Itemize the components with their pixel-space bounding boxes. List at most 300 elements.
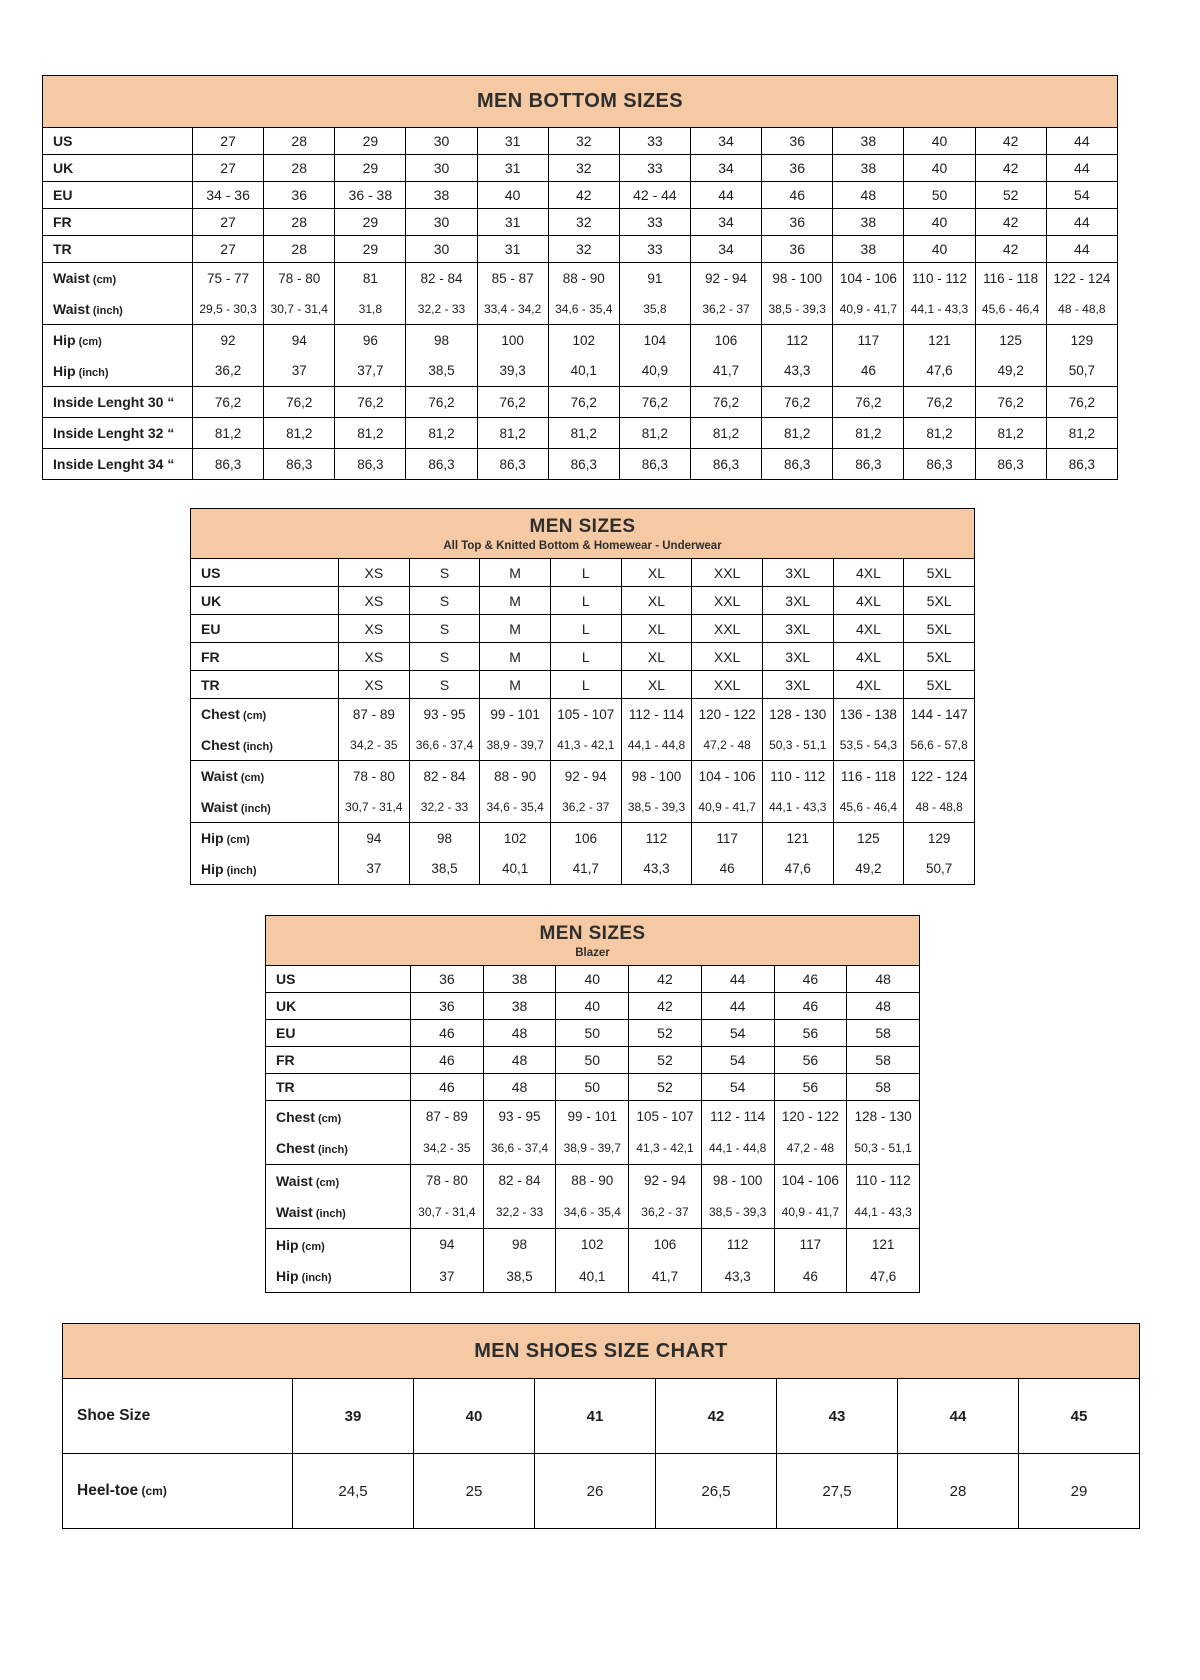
table-cell: 48 [483, 1074, 556, 1101]
table-cell: 40,9 - 41,7 [774, 1197, 847, 1229]
table-cell: 38 [833, 128, 904, 155]
table-cell: 41 [535, 1379, 656, 1454]
table-cell: 110 - 112 [847, 1165, 920, 1197]
row-label-text: Waist [276, 1204, 313, 1221]
table-cell: 28 [264, 128, 335, 155]
table-cell: 40 [556, 993, 629, 1020]
table-cell: 3XL [762, 671, 833, 699]
table-cell: XS [339, 671, 410, 699]
table-row [43, 418, 1118, 449]
row-label [43, 155, 193, 182]
row-label-text: UK [53, 160, 74, 176]
row-label [266, 1020, 411, 1047]
row-label-unit: (cm) [75, 336, 102, 349]
table-cell: 99 - 101 [556, 1101, 629, 1133]
table-cell: 42 [629, 966, 702, 993]
table-cell: 29 [335, 155, 406, 182]
table-cell: 106 [690, 325, 761, 356]
row-label-unit: (inch) [75, 366, 109, 379]
table-cell: 28 [264, 236, 335, 263]
table-cell: 45,6 - 46,4 [975, 294, 1046, 325]
table-cell: 36,2 [193, 356, 264, 387]
table-row [266, 1229, 920, 1261]
table-cell: XL [621, 671, 692, 699]
row-label [266, 1229, 411, 1261]
table-cell: 44,1 - 43,3 [762, 792, 833, 823]
table-cell: L [550, 671, 621, 699]
table-cell: 4XL [833, 615, 904, 643]
table-cell: 38,5 - 39,3 [701, 1197, 774, 1229]
row-label-text: US [201, 564, 221, 581]
table-cell: 50 [904, 182, 975, 209]
table-row [266, 1047, 920, 1074]
table-cell: 40,1 [548, 356, 619, 387]
row-label-text: Hip [276, 1268, 299, 1285]
table-cell: 40,9 - 41,7 [692, 792, 763, 823]
table-cell: 38 [833, 155, 904, 182]
table-cell: 85 - 87 [477, 263, 548, 294]
table-cell: 44 [1046, 209, 1117, 236]
table-title: MEN SIZES [529, 515, 636, 537]
table-cell: 98 [409, 823, 480, 854]
table-cell: 43,3 [762, 356, 833, 387]
table-cell: 52 [629, 1074, 702, 1101]
table-row [43, 209, 1118, 236]
row-label-text: Shoe Size [77, 1407, 151, 1424]
table-cell: 48 [483, 1020, 556, 1047]
table-cell: 42 [975, 209, 1046, 236]
row-label-text: EU [53, 187, 73, 203]
row-label-text: TR [276, 1079, 295, 1095]
table-cell: 33 [619, 128, 690, 155]
table-cell: 128 - 130 [762, 699, 833, 730]
table-cell: 81,2 [193, 418, 264, 449]
row-label-text: Inside Lenght 32 “ [53, 425, 175, 441]
table-body [191, 559, 975, 885]
table-cell: 27 [193, 155, 264, 182]
men-sizes-blazer-table [265, 915, 920, 1293]
table-cell: 38,9 - 39,7 [556, 1133, 629, 1165]
table-cell: 26,5 [656, 1454, 777, 1529]
table-cell: 38,5 - 39,3 [621, 792, 692, 823]
table-cell: 52 [975, 182, 1046, 209]
table-cell: 42 [975, 155, 1046, 182]
table-cell: XS [339, 615, 410, 643]
table-cell: 87 - 89 [339, 699, 410, 730]
row-label-text: Heel-toe [77, 1482, 139, 1499]
table-row [191, 587, 975, 615]
table-cell: 44 [898, 1379, 1019, 1454]
table-cell: 28 [264, 155, 335, 182]
table-row [191, 854, 975, 885]
table-cell: 36,6 - 37,4 [409, 730, 480, 761]
table-cell: 44 [1046, 155, 1117, 182]
table-cell: 129 [1046, 325, 1117, 356]
table-row [43, 128, 1118, 155]
row-label-text: Waist [201, 768, 238, 785]
table-title-band [190, 508, 975, 558]
table-cell: 37 [339, 854, 410, 885]
table-cell: 86,3 [904, 449, 975, 480]
table-cell: 86,3 [406, 449, 477, 480]
table-cell: 34 [690, 155, 761, 182]
table-cell: 42 [548, 182, 619, 209]
table-cell: 31 [477, 209, 548, 236]
table-cell: 42 [975, 236, 1046, 263]
table-cell: 102 [480, 823, 551, 854]
table-cell: 34 [690, 128, 761, 155]
table-cell: 32,2 - 33 [409, 792, 480, 823]
row-label-text: Waist [53, 300, 90, 317]
table-cell: 81,2 [833, 418, 904, 449]
table-body [63, 1379, 1140, 1529]
row-label [43, 387, 193, 418]
table-cell: 34,6 - 35,4 [556, 1197, 629, 1229]
table-cell: 5XL [904, 587, 975, 615]
table-cell: 29 [335, 236, 406, 263]
table-cell: 82 - 84 [406, 263, 477, 294]
table-cell: 3XL [762, 615, 833, 643]
table-cell: 30 [406, 236, 477, 263]
table-cell: 27 [193, 236, 264, 263]
table-cell: 36,2 - 37 [550, 792, 621, 823]
table-cell: 30,7 - 31,4 [411, 1197, 484, 1229]
row-label [43, 236, 193, 263]
table-cell: 81,2 [975, 418, 1046, 449]
row-label-text: FR [53, 214, 72, 230]
row-label [191, 587, 339, 615]
table-cell: 38 [406, 182, 477, 209]
table-cell: 44 [1046, 128, 1117, 155]
table-row [43, 325, 1118, 356]
table-cell: 27 [193, 209, 264, 236]
table-cell: 4XL [833, 643, 904, 671]
table-cell: 36 [264, 182, 335, 209]
table-cell: 110 - 112 [904, 263, 975, 294]
row-label [43, 449, 193, 480]
table-cell: 81,2 [548, 418, 619, 449]
table-cell: XL [621, 587, 692, 615]
table-cell: 121 [847, 1229, 920, 1261]
table-cell: 121 [904, 325, 975, 356]
table-cell: 88 - 90 [548, 263, 619, 294]
table-body [266, 966, 920, 1293]
size-table [265, 965, 920, 1293]
table-cell: L [550, 587, 621, 615]
table-cell: 32 [548, 155, 619, 182]
table-cell: 86,3 [975, 449, 1046, 480]
table-cell: S [409, 559, 480, 587]
table-cell: 47,6 [904, 356, 975, 387]
table-title-band [62, 1323, 1140, 1378]
table-cell: 129 [904, 823, 975, 854]
row-label-unit: (cm) [89, 274, 117, 287]
table-cell: 82 - 84 [409, 761, 480, 792]
table-subtitle: Blazer [575, 946, 610, 959]
table-cell: 44 [701, 966, 774, 993]
table-cell: 81,2 [264, 418, 335, 449]
table-cell: 36 [762, 236, 833, 263]
row-label [63, 1454, 293, 1529]
row-label-text: UK [276, 998, 297, 1014]
table-cell: 98 - 100 [701, 1165, 774, 1197]
table-cell: M [480, 615, 551, 643]
table-cell: 86,3 [264, 449, 335, 480]
table-cell: 40 [904, 155, 975, 182]
row-label [43, 263, 193, 294]
table-cell: 100 [477, 325, 548, 356]
table-cell: 46 [692, 854, 763, 885]
table-cell: 3XL [762, 559, 833, 587]
table-cell: 31,8 [335, 294, 406, 325]
table-cell: 104 - 106 [774, 1165, 847, 1197]
row-label [191, 615, 339, 643]
table-cell: 92 - 94 [690, 263, 761, 294]
table-cell: 54 [701, 1020, 774, 1047]
table-row [266, 1133, 920, 1165]
table-cell: XXL [692, 643, 763, 671]
table-cell: 41,3 - 42,1 [550, 730, 621, 761]
table-cell: 49,2 [975, 356, 1046, 387]
table-cell: 78 - 80 [264, 263, 335, 294]
table-cell: 81 [335, 263, 406, 294]
table-row [191, 792, 975, 823]
table-cell: 56 [774, 1020, 847, 1047]
table-cell: 33 [619, 236, 690, 263]
table-cell: 116 - 118 [975, 263, 1046, 294]
table-row [266, 1101, 920, 1133]
table-cell: 117 [833, 325, 904, 356]
row-label-unit: (cm) [237, 772, 265, 785]
table-row [191, 823, 975, 854]
table-cell: 94 [264, 325, 335, 356]
table-cell: 38 [833, 236, 904, 263]
row-label [43, 294, 193, 325]
table-cell: 44,1 - 43,3 [847, 1197, 920, 1229]
row-label-text: Waist [201, 798, 238, 815]
table-cell: 36 [762, 209, 833, 236]
table-cell: 31 [477, 155, 548, 182]
row-label-text: Chest [276, 1108, 315, 1125]
table-cell: 125 [833, 823, 904, 854]
table-cell: 44,1 - 44,8 [621, 730, 692, 761]
table-cell: 46 [411, 1047, 484, 1074]
table-cell: S [409, 643, 480, 671]
table-row [63, 1379, 1140, 1454]
row-label-text: EU [276, 1025, 296, 1041]
table-cell: 46 [774, 993, 847, 1020]
table-cell: 4XL [833, 587, 904, 615]
table-cell: 48 - 48,8 [1046, 294, 1117, 325]
table-cell: 76,2 [1046, 387, 1117, 418]
table-cell: 48 - 48,8 [904, 792, 975, 823]
table-cell: S [409, 671, 480, 699]
row-label [191, 823, 339, 854]
table-cell: 102 [556, 1229, 629, 1261]
table-cell: S [409, 587, 480, 615]
row-label [43, 325, 193, 356]
row-label [266, 1133, 411, 1165]
table-row [191, 615, 975, 643]
table-cell: 76,2 [762, 387, 833, 418]
table-cell: 41,7 [550, 854, 621, 885]
size-table [62, 1378, 1140, 1529]
table-cell: 36,2 - 37 [690, 294, 761, 325]
row-label [191, 559, 339, 587]
table-row [191, 643, 975, 671]
row-label [43, 182, 193, 209]
table-cell: 38,5 [406, 356, 477, 387]
table-cell: 93 - 95 [483, 1101, 556, 1133]
table-cell: 98 - 100 [621, 761, 692, 792]
row-label-unit: (inch) [312, 1208, 346, 1221]
table-cell: 40 [904, 209, 975, 236]
table-cell: XXL [692, 615, 763, 643]
table-row [63, 1454, 1140, 1529]
table-cell: 82 - 84 [483, 1165, 556, 1197]
table-cell: 40,1 [556, 1261, 629, 1293]
table-row [43, 263, 1118, 294]
table-cell: 36,2 - 37 [629, 1197, 702, 1229]
table-cell: 93 - 95 [409, 699, 480, 730]
table-cell: 91 [619, 263, 690, 294]
table-cell: 120 - 122 [774, 1101, 847, 1133]
row-label-text: Inside Lenght 34 “ [53, 456, 175, 472]
row-label-unit: (cm) [314, 1112, 342, 1125]
size-table [42, 127, 1118, 480]
table-cell: 76,2 [406, 387, 477, 418]
table-cell: 37 [411, 1261, 484, 1293]
table-cell: 104 - 106 [833, 263, 904, 294]
table-cell: 32 [548, 236, 619, 263]
table-cell: 117 [774, 1229, 847, 1261]
table-cell: 50 [556, 1074, 629, 1101]
row-label-text: Waist [276, 1172, 313, 1189]
table-cell: 92 - 94 [550, 761, 621, 792]
table-cell: 106 [629, 1229, 702, 1261]
row-label [266, 1047, 411, 1074]
table-title-band [42, 75, 1118, 127]
table-row [191, 730, 975, 761]
table-cell: 27 [193, 128, 264, 155]
table-cell: 36,6 - 37,4 [483, 1133, 556, 1165]
table-cell: 42 [656, 1379, 777, 1454]
table-cell: 46 [762, 182, 833, 209]
table-cell: 81,2 [477, 418, 548, 449]
table-cell: 122 - 124 [1046, 263, 1117, 294]
table-cell: 112 - 114 [621, 699, 692, 730]
row-label [266, 993, 411, 1020]
table-cell: 32 [548, 128, 619, 155]
table-cell: 76,2 [975, 387, 1046, 418]
row-label [43, 418, 193, 449]
row-label [43, 356, 193, 387]
table-cell: 46 [774, 966, 847, 993]
table-cell: 28 [898, 1454, 1019, 1529]
table-cell: 48 [847, 966, 920, 993]
table-row [266, 1165, 920, 1197]
table-cell: 76,2 [477, 387, 548, 418]
table-cell: 94 [411, 1229, 484, 1261]
table-cell: 42 - 44 [619, 182, 690, 209]
table-cell: 43,3 [621, 854, 692, 885]
table-cell: 86,3 [762, 449, 833, 480]
row-label [43, 128, 193, 155]
row-label [191, 671, 339, 699]
table-cell: 34,6 - 35,4 [548, 294, 619, 325]
table-cell: 36 [762, 128, 833, 155]
table-body [43, 128, 1118, 480]
table-cell: 35,8 [619, 294, 690, 325]
row-label [266, 1165, 411, 1197]
table-cell: 40 [904, 236, 975, 263]
table-cell: 112 - 114 [701, 1101, 774, 1133]
table-cell: XXL [692, 587, 763, 615]
table-cell: 86,3 [833, 449, 904, 480]
row-label-text: FR [276, 1052, 295, 1068]
table-cell: 88 - 90 [480, 761, 551, 792]
table-cell: 30 [406, 209, 477, 236]
table-cell: 24,5 [293, 1454, 414, 1529]
table-cell: 25 [414, 1454, 535, 1529]
table-cell: 44 [701, 993, 774, 1020]
table-cell: 34 - 36 [193, 182, 264, 209]
table-cell: XL [621, 643, 692, 671]
row-label-text: Waist [53, 270, 90, 287]
table-cell: 54 [701, 1074, 774, 1101]
table-cell: 44,1 - 44,8 [701, 1133, 774, 1165]
table-cell: 46 [411, 1074, 484, 1101]
table-cell: 48 [847, 993, 920, 1020]
table-cell: 76,2 [548, 387, 619, 418]
table-cell: 40 [904, 128, 975, 155]
table-cell: 29 [335, 209, 406, 236]
table-cell: 104 [619, 325, 690, 356]
row-label-text: Chest [201, 736, 240, 753]
table-cell: 33 [619, 209, 690, 236]
table-cell: M [480, 559, 551, 587]
table-cell: 58 [847, 1047, 920, 1074]
table-cell: XXL [692, 671, 763, 699]
table-cell: 36 - 38 [335, 182, 406, 209]
table-row [266, 1197, 920, 1229]
table-cell: 88 - 90 [556, 1165, 629, 1197]
table-cell: 102 [548, 325, 619, 356]
table-cell: 86,3 [477, 449, 548, 480]
table-cell: 32,2 - 33 [406, 294, 477, 325]
table-cell: 54 [1046, 182, 1117, 209]
table-cell: 47,2 - 48 [774, 1133, 847, 1165]
men-bottom-sizes-table [42, 75, 1118, 480]
table-cell: 38 [483, 993, 556, 1020]
table-cell: 28 [264, 209, 335, 236]
table-cell: 104 - 106 [692, 761, 763, 792]
table-cell: 33,4 - 34,2 [477, 294, 548, 325]
table-cell: 81,2 [904, 418, 975, 449]
table-cell: 56,6 - 57,8 [904, 730, 975, 761]
table-cell: 30 [406, 128, 477, 155]
table-cell: 87 - 89 [411, 1101, 484, 1133]
table-cell: 120 - 122 [692, 699, 763, 730]
row-label-unit: (cm) [138, 1484, 167, 1498]
table-row [266, 1020, 920, 1047]
table-cell: 29,5 - 30,3 [193, 294, 264, 325]
row-label [266, 1101, 411, 1133]
table-cell: 44 [690, 182, 761, 209]
table-cell: 43 [777, 1379, 898, 1454]
table-cell: 81,2 [619, 418, 690, 449]
table-row [191, 559, 975, 587]
